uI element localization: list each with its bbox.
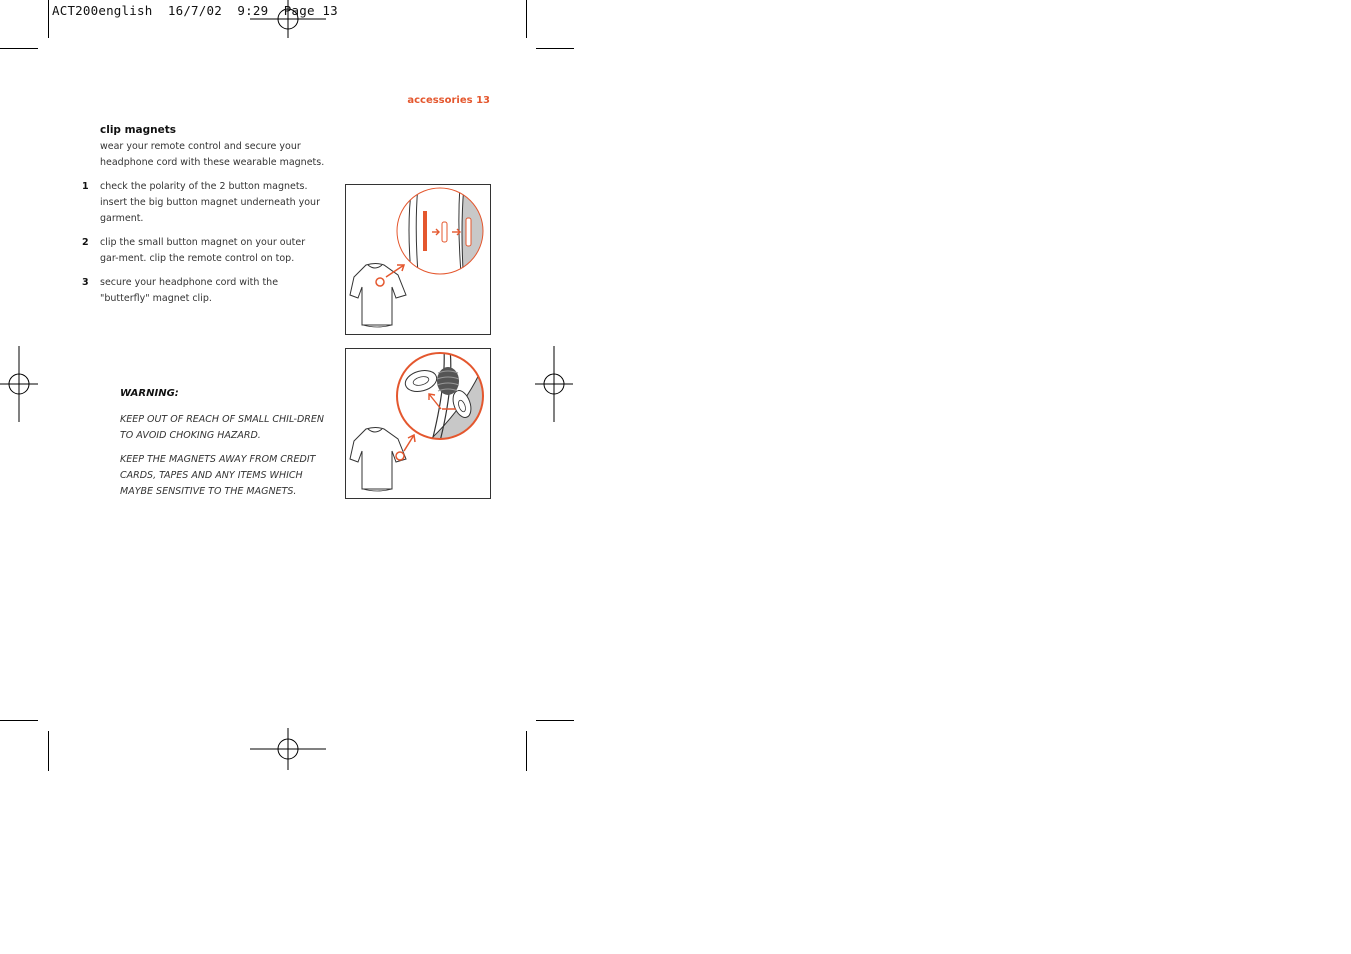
- magnet-illustration: [345, 184, 491, 335]
- crop-mark: [0, 48, 38, 49]
- step-number: 2: [82, 237, 89, 248]
- crop-mark: [536, 48, 574, 49]
- crop-mark: [536, 720, 574, 721]
- registration-mark-left: [0, 344, 40, 424]
- step-text: check the polarity of the 2 button magnets. insert the big button magnet underneath your garment.: [100, 181, 320, 224]
- section-intro: wear your remote control and secure your headphone cord with these wearable magnets.: [100, 141, 325, 168]
- step-item: [82, 235, 332, 267]
- step-item: [82, 179, 332, 227]
- crop-mark: [48, 0, 49, 38]
- page-header: accessories 13: [407, 95, 490, 106]
- warning-text: KEEP THE MAGNETS AWAY FROM CREDIT CARDS, TAPES AND ANY ITEMS WHICH MAYBE SENSITIVE TO THE MAGNETS.: [120, 454, 316, 497]
- registration-mark-right: [535, 344, 575, 424]
- butterfly-clip-illustration: [345, 348, 491, 499]
- step-number: 3: [82, 277, 89, 288]
- crop-mark: [48, 731, 49, 771]
- print-slug: ACT200english 16/7/02 9:29 Page 13: [52, 3, 338, 18]
- crop-mark: [0, 720, 38, 721]
- step-item: [82, 275, 332, 307]
- warning-title: WARNING:: [120, 388, 179, 399]
- step-number: 1: [82, 181, 89, 192]
- warning-text: KEEP OUT OF REACH OF SMALL CHIL-DREN TO AVOID CHOKING HAZARD.: [120, 414, 324, 441]
- registration-mark-bottom: [248, 728, 328, 772]
- step-text: secure your headphone cord with the "butterfly" magnet clip.: [100, 277, 279, 304]
- crop-mark: [526, 731, 527, 771]
- section-title: clip magnets: [100, 124, 177, 136]
- step-text: clip the small button magnet on your outer gar-ment. clip the remote control on top.: [100, 237, 306, 264]
- crop-mark: [526, 0, 527, 38]
